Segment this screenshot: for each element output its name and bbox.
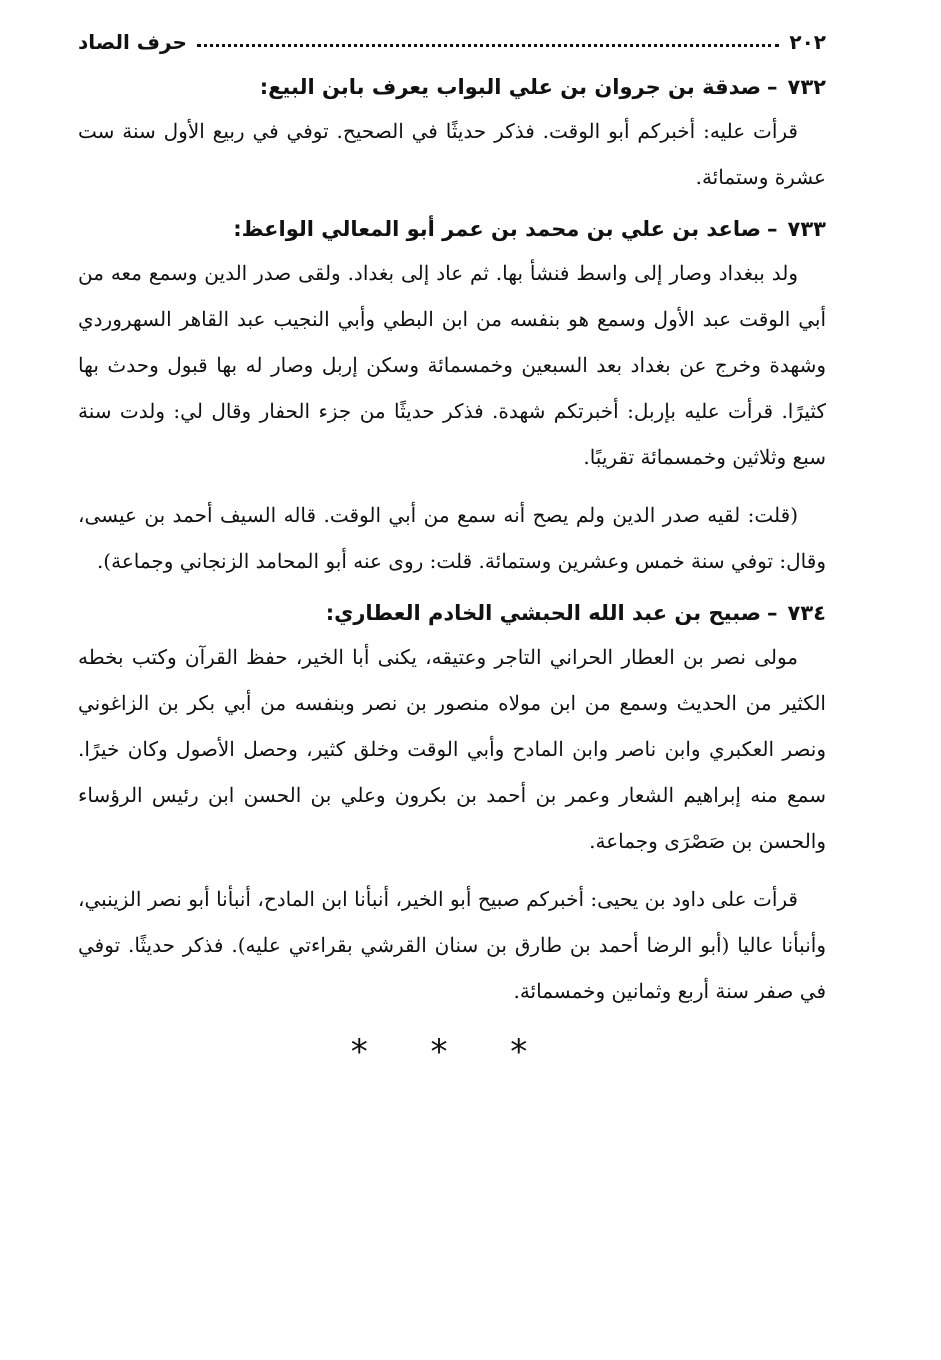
entry-title: صدقة بن جروان بن علي البواب يعرف بابن البيع:	[259, 75, 762, 99]
entry-note-paragraph: (قلت: لقيه صدر الدين ولم يصح أنه سمع من أبي الوقت. قاله السيف أحمد بن عيسى، وقال: توفي سنة خمس وعشرين وستمائة. قلت: روى عنه أبو المحامد الزنجاني وجماعة).	[78, 503, 826, 573]
entry-paragraph: قرأت عليه: أخبركم أبو الوقت. فذكر حديثًا في الصحيح. توفي في ربيع الأول سنة ست عشرة وستمائة.	[78, 119, 826, 189]
entry-dash: –	[767, 217, 778, 241]
page-number: ٢٠٢	[789, 30, 826, 54]
entry-dash: –	[767, 75, 778, 99]
entry-title: صاعد بن علي بن محمد بن عمر أبو المعالي الواعظ:	[233, 217, 762, 241]
section-title: حرف الصاد	[78, 30, 187, 54]
entry-number: ٧٣٣	[787, 217, 826, 241]
entry-paragraph: مولى نصر بن العطار الحراني التاجر وعتيقه، يكنى أبا الخير، حفظ القرآن وكتب بخطه الكثير من الحديث وسمع من ابن مولاه منصور بن نصر وبنفسه من أبي بكر بن الزاغوني ونصر العكبري وابن ناصر وابن المادح وأبي الوقت وخلق كثير، وحصل الأصول وكان خيرًا. سمع منه إبراهيم الشعار وعمر بن أحمد بن بكرون وعلي بن الحسن ابن رئيس الرؤساء والحسن بن صَصْرَى وجماعة.	[78, 645, 826, 853]
leader-dots	[197, 44, 779, 47]
entry-number: ٧٣٢	[787, 75, 826, 99]
entry-dash: –	[767, 601, 778, 625]
entry-733	[78, 212, 826, 584]
entry-paragraph: ولد ببغداد وصار إلى واسط فنشأ بها. ثم عاد إلى بغداد. ولقى صدر الدين وسمع معه من أبي الوقت عبد الأول وسمع هو بنفسه من ابن البطي وأبي النجيب عبد القاهر السهروردي وشهدة وخرج عن بغداد بعد السبعين وخمسمائة وسكن إربل وصار له بها قبول وحدث بها كثيرًا. قرأت عليه بإربل: أخبرتكم شهدة. فذكر حديثًا من جزء الحفار وقال لي: ولدت سنة سبع وثلاثين وخمسمائة تقريبًا.	[78, 261, 826, 469]
entry-heading	[78, 596, 826, 630]
entry-heading	[78, 212, 826, 246]
section-end-ornament: * * *	[350, 1032, 554, 1072]
entry-heading	[78, 70, 826, 104]
page	[78, 22, 826, 1072]
entry-paragraph: قرأت على داود بن يحيى: أخبركم صبيح أبو الخير، أنبأنا ابن المادح، أنبأنا أبو نصر الزينبي، وأنبأنا عاليا (أبو الرضا أحمد بن طارق بن سنان القرشي بقراءتي عليه). فذكر حديثًا. توفي في صفر سنة أربع وثمانين وخمسمائة.	[78, 887, 826, 1003]
running-head	[78, 22, 826, 62]
entry-number: ٧٣٤	[787, 601, 826, 625]
entry-title: صبيح بن عبد الله الحبشي الخادم العطاري:	[325, 601, 762, 625]
entry-732	[78, 70, 826, 200]
entry-734	[78, 596, 826, 1014]
